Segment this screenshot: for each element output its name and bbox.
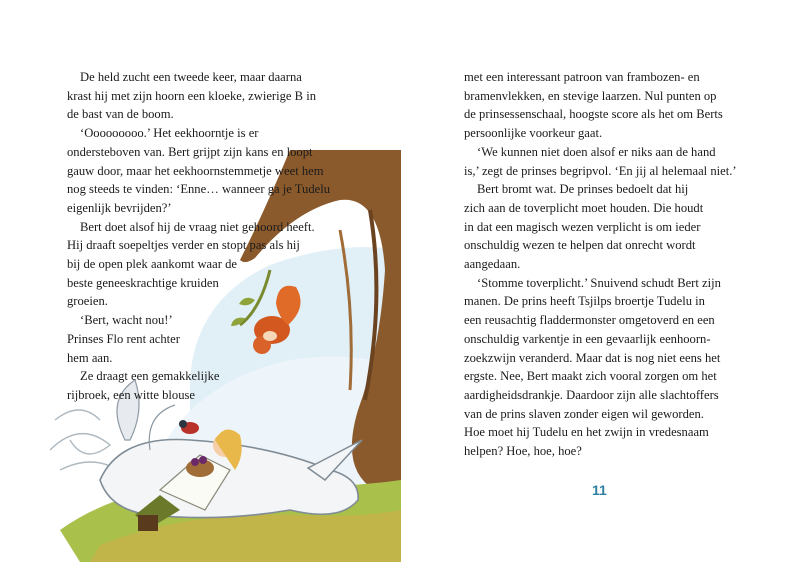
text-line: van de prins slaven zonder eigen wil geworden. [464, 406, 704, 421]
page-number: 11 [592, 482, 607, 498]
text-line: bramenvlekken, en stevige laarzen. Nul punten op [464, 88, 717, 103]
text-line: in dat een magisch wezen verplicht is om ieder [464, 219, 701, 234]
text-line: aardigheidsdrankje. Daardoor zijn alle slachtoffers [464, 387, 719, 402]
text-line: hem aan. [67, 350, 113, 365]
text-line: zoekzwijn veranderd. Maar dat is nog niet eens het [464, 350, 721, 365]
text-line: eigenlijk bevrijden?’ [67, 200, 172, 215]
text-line: onschuldig varkentje in een gevaarlijk eenhoorn- [464, 331, 711, 346]
left-page-text [67, 68, 330, 405]
text-line: De held zucht een tweede keer, maar daarna [80, 70, 302, 84]
text-line: manen. De prins heeft Tsjilps broertje Tudelu in [464, 294, 705, 309]
text-line: ‘We kunnen niet doen alsof er niks aan de hand [477, 144, 716, 159]
text-line: beste geneeskrachtige kruiden [67, 275, 219, 290]
text-line: ‘Ooooooooo.’ Het eekhoorntje is er [80, 126, 259, 141]
text-line: ergste. Nee, Bert maakt zich vooral zorgen om het [464, 369, 717, 384]
text-line: persoonlijke voorkeur gaat. [464, 126, 603, 141]
right-page-text [464, 68, 737, 461]
text-line: rijbroek, een witte blouse [67, 387, 195, 402]
text-line: ondersteboven van. Bert grijpt zijn kans en loopt [67, 144, 313, 159]
text-line: een reusachtig fladdermonster omgetoverd en een [464, 313, 715, 328]
text-line: ‘Bert, wacht nou!’ [80, 313, 173, 328]
text-line: met een interessant patroon van frambozen- en [464, 70, 700, 84]
text-line: Ze draagt een gemakkelijke [80, 369, 220, 384]
text-line: aangedaan. [464, 257, 521, 272]
text-line: Bert bromt wat. De prinses bedoelt dat hij [477, 182, 689, 197]
text-line: is,’ zegt de prinses begripvol. ‘En jij al helemaal niet.’ [464, 163, 737, 178]
text-line: de bast van de boom. [67, 107, 174, 122]
text-line: helpen? Hoe, hoe, hoe? [464, 444, 582, 459]
text-line: bij de open plek aankomt waar de [67, 257, 237, 272]
text-line: Bert doet alsof hij de vraag niet gehoord heeft. [80, 219, 315, 234]
text-line: Hoe moet hij Tudelu en het zwijn in vredesnaam [464, 425, 709, 440]
text-line: onschuldig wezen te helpen dat onrecht wordt [464, 238, 696, 253]
right-page [400, 0, 800, 562]
text-line: groeien. [67, 294, 108, 309]
text-line: de prinsessenschaal, hoogste score als het om Berts [464, 107, 723, 122]
text-line: Hij draaft soepeltjes verder en stopt pas als hij [67, 238, 300, 253]
text-line: krast hij met zijn hoorn een kloeke, zwierige B in [67, 88, 317, 103]
text-line: nog steeds te vinden: ‘Enne… wanneer ga je Tudelu [67, 182, 331, 197]
text-line: gauw door, maar het eekhoornstemmetje weet hem [67, 163, 324, 178]
text-line: ‘Stomme toverplicht.’ Snuivend schudt Bert zijn [477, 275, 721, 290]
text-line: Prinses Flo rent achter [67, 331, 180, 346]
text-line: zich aan de toverplicht moet houden. Die houdt [464, 200, 704, 215]
